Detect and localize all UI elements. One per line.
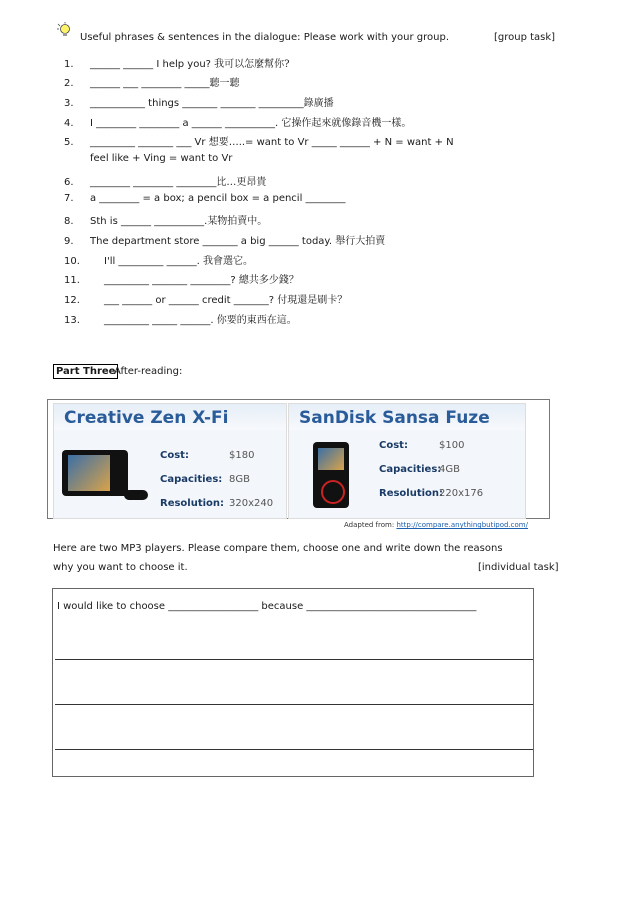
lightbulb-icon [56, 22, 72, 40]
answer-prompt: I would like to choose __________________ because __________________________________ [57, 601, 477, 612]
spec-value: 320x240 [229, 498, 274, 509]
page-title: Useful phrases & sentences in the dialogue: Please work with your group. [80, 32, 450, 43]
spec-label: Capacities: [379, 464, 442, 475]
answer-line[interactable] [55, 749, 533, 750]
group-task-tag: [group task] [494, 32, 556, 43]
product-name: SanDisk Sansa Fuze [299, 408, 490, 428]
product-card [288, 403, 526, 519]
product-name: Creative Zen X-Fi [64, 408, 229, 428]
spec-label: Cost: [160, 450, 189, 461]
phrase-item: 7. a ________ = a box; a pencil box = a pencil ________ [64, 193, 346, 204]
phrase-item: 6. ________ ________ ________比…更昂貴 [64, 177, 267, 188]
phrase-item: 1. ______ ______ I help you? 我可以怎麼幫你? [64, 59, 290, 70]
spec-value: 8GB [229, 474, 250, 485]
part-label: Part Three [53, 364, 118, 379]
instruction-line-2: why you want to choose it. [53, 562, 188, 573]
products-comparison [47, 399, 550, 519]
phrase-item: 5. _________ _______ ___ Vr 想要…..= want to Vr _____ ______ + N = want + N [64, 137, 454, 148]
mp3-player-image [313, 442, 349, 508]
source-link[interactable]: http://compare.anythingbutipod.com/ [396, 521, 528, 529]
phrase-item: 11. _________ _______ ________? 總共多少錢？ [64, 275, 299, 286]
source-credit: Adapted from: http://compare.anythingbutipod.com/ [344, 521, 528, 529]
spec-label: Capacities: [160, 474, 223, 485]
phrase-item: 13. _________ _____ ______. 你要的東西在這。 [64, 315, 297, 326]
spec-value: 4GB [439, 464, 460, 475]
spec-label: Cost: [379, 440, 408, 451]
phrase-item: feel like + Ving = want to Vr [90, 153, 233, 164]
product-card [53, 403, 287, 519]
phrase-item: 12. ___ ______ or ______ credit _______? 付現還是刷卡？ [64, 295, 348, 306]
answer-box[interactable] [52, 588, 534, 777]
spec-value: $100 [439, 440, 465, 451]
answer-line[interactable] [55, 659, 533, 660]
phrase-item: 3. ___________ things _______ _______ _________錄廣播 [64, 98, 334, 109]
spec-label: Resolution: [160, 498, 225, 509]
spec-value: 220x176 [439, 488, 484, 499]
earphones-image [124, 490, 148, 500]
phrase-item: 10. I'll _________ ______. 我會選它。 [64, 256, 253, 267]
phrase-item: 8. Sth is ______ __________.某物拍賣中。 [64, 216, 268, 227]
individual-task-tag: [individual task] [478, 562, 559, 573]
phrase-item: 9. The department store _______ a big ______ today. 舉行大拍賣 [64, 236, 386, 247]
spec-value: $180 [229, 450, 255, 461]
phrase-item: 2. ______ ___ ________ _____聽一聽 [64, 78, 240, 89]
spec-label: Resolution: [379, 488, 444, 499]
instruction-line-1: Here are two MP3 players. Please compare them, choose one and write down the reasons [53, 543, 503, 554]
part-title: After-reading: [114, 366, 183, 377]
phrase-item: 4. I ________ ________ a ______ __________. 它操作起來就像錄音機一樣。 [64, 118, 412, 129]
answer-line[interactable] [55, 704, 533, 705]
mp3-player-image [62, 450, 128, 496]
